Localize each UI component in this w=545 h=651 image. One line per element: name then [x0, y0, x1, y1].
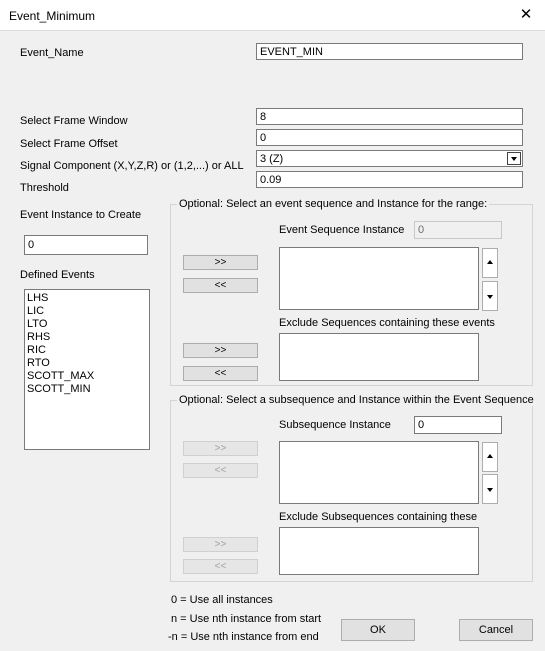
- list-item[interactable]: RTO: [27, 357, 50, 369]
- move-down-button[interactable]: [482, 281, 498, 311]
- note-start: n = Use nth instance from start: [171, 613, 322, 625]
- cancel-button[interactable]: Cancel: [459, 619, 533, 641]
- title-divider: [0, 30, 545, 31]
- event-name-label: Event_Name: [20, 47, 84, 59]
- signal-component-label: Signal Component (X,Y,Z,R) or (1,2,...) or ALL: [20, 160, 244, 172]
- exclude-subsequences-label: Exclude Subsequences containing these: [279, 511, 478, 523]
- list-item[interactable]: LHS: [27, 292, 49, 304]
- frame-offset-label: Select Frame Offset: [20, 138, 118, 150]
- defined-events-list[interactable]: [24, 289, 150, 450]
- move-up-button[interactable]: [482, 248, 498, 278]
- frame-offset-field[interactable]: 0: [256, 129, 523, 146]
- instance-field[interactable]: 0: [24, 235, 148, 255]
- list-item[interactable]: SCOTT_MIN: [27, 383, 91, 395]
- remove-exclude-subsequence-button[interactable]: <<: [183, 559, 258, 574]
- note-end: -n = Use nth instance from end: [168, 631, 319, 643]
- list-item[interactable]: LIC: [27, 305, 45, 317]
- window-title: Event_Minimum: [9, 9, 96, 23]
- add-sequence-button[interactable]: >>: [183, 255, 258, 270]
- list-item[interactable]: SCOTT_MAX: [27, 370, 95, 382]
- add-subsequence-button[interactable]: >>: [183, 441, 258, 456]
- add-exclude-subsequence-button[interactable]: >>: [183, 537, 258, 552]
- ok-button[interactable]: OK: [341, 619, 415, 641]
- instance-label: Event Instance to Create: [20, 209, 142, 221]
- list-item[interactable]: LTO: [27, 318, 48, 330]
- remove-sequence-button[interactable]: <<: [183, 278, 258, 293]
- sequence-list[interactable]: [279, 247, 479, 310]
- arrow-down-icon: [487, 488, 493, 492]
- threshold-label: Threshold: [20, 182, 69, 194]
- title-bar: [0, 0, 545, 30]
- close-icon[interactable]: ✕: [519, 6, 533, 23]
- frame-window-label: Select Frame Window: [20, 115, 128, 127]
- subsequence-group-legend: Optional: Select a subsequence and Instance within the Event Sequence: [179, 394, 534, 406]
- sequence-group-legend: Optional: Select an event sequence and Instance for the range:: [179, 198, 488, 210]
- arrow-down-icon: [487, 295, 493, 299]
- event-name-field[interactable]: EVENT_MIN: [256, 43, 523, 60]
- remove-exclude-sequence-button[interactable]: <<: [183, 366, 258, 381]
- sub-instance-field[interactable]: 0: [414, 416, 502, 434]
- list-item[interactable]: RIC: [27, 344, 46, 356]
- chevron-down-icon[interactable]: [507, 152, 521, 165]
- remove-subsequence-button[interactable]: <<: [183, 463, 258, 478]
- frame-window-field[interactable]: 8: [256, 108, 523, 125]
- signal-component-select[interactable]: [256, 150, 523, 167]
- threshold-field[interactable]: 0.09: [256, 171, 523, 188]
- defined-events-label: Defined Events: [20, 269, 95, 281]
- subsequence-list[interactable]: [279, 441, 479, 504]
- signal-component-value: 3 (Z): [260, 153, 284, 165]
- add-exclude-sequence-button[interactable]: >>: [183, 343, 258, 358]
- arrow-up-icon: [487, 454, 493, 458]
- arrow-up-icon: [487, 260, 493, 264]
- sub-instance-label: Subsequence Instance: [279, 419, 391, 431]
- move-down-sub-button[interactable]: [482, 474, 498, 504]
- seq-instance-field[interactable]: 0: [414, 221, 502, 239]
- note-all: 0 = Use all instances: [171, 594, 273, 606]
- move-up-sub-button[interactable]: [482, 442, 498, 472]
- seq-instance-label: Event Sequence Instance: [279, 224, 405, 236]
- exclude-sequences-label: Exclude Sequences containing these events: [279, 317, 495, 329]
- exclude-sequences-list[interactable]: [279, 333, 479, 381]
- list-item[interactable]: RHS: [27, 331, 51, 343]
- exclude-subsequences-list[interactable]: [279, 527, 479, 575]
